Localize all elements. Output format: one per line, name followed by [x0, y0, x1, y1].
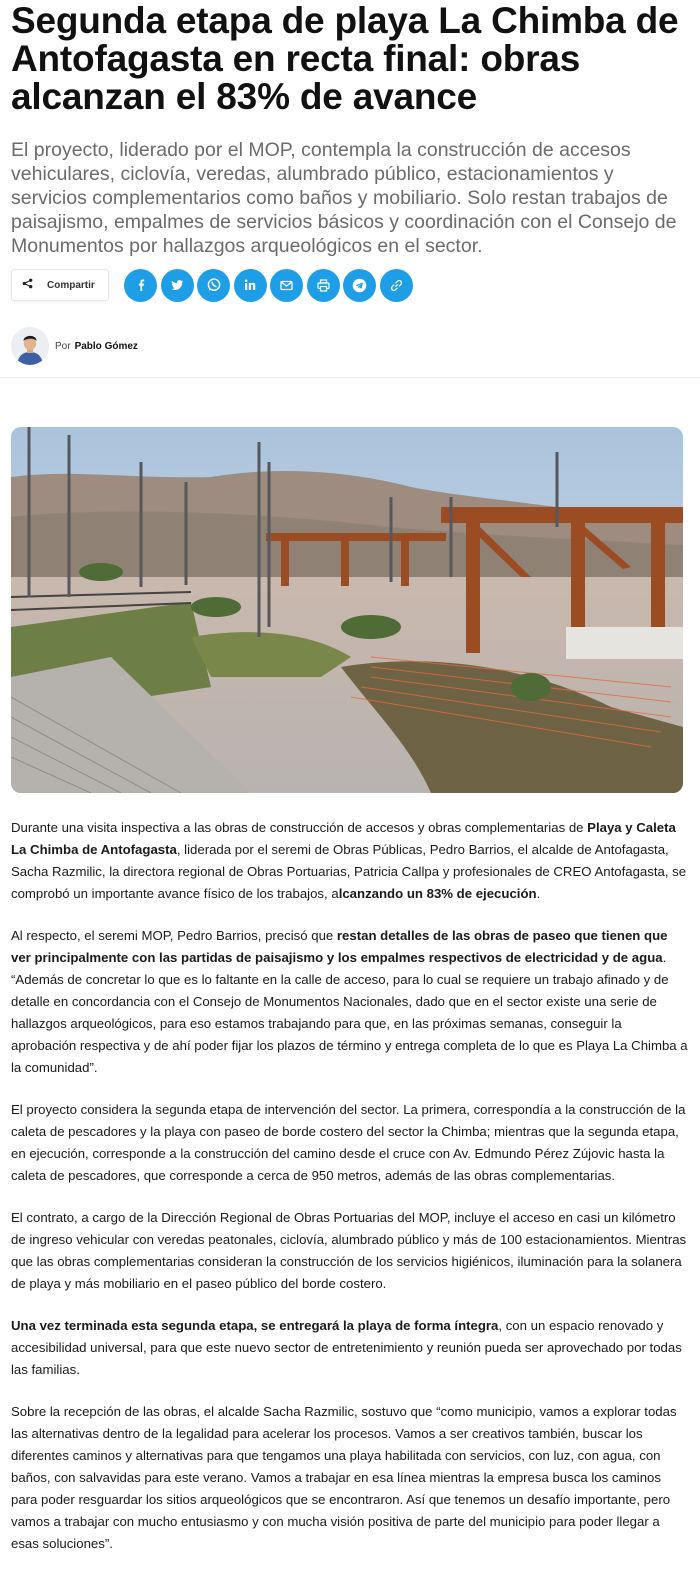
link-icon[interactable] — [380, 269, 413, 302]
text: Durante una visita inspectiva a las obras de construcción de accesos y obras complementarias de — [11, 820, 588, 835]
author-prefix: Por — [55, 340, 71, 352]
article-body — [11, 817, 689, 1555]
telegram-icon[interactable] — [343, 269, 376, 302]
text: , con un espacio renovado y accesibilidad universal, para que este nuevo sector de entretenimiento y reunión pueda ser aprovechado por todas las familias. — [11, 1318, 682, 1377]
email-icon[interactable] — [270, 269, 303, 302]
paragraph — [11, 925, 689, 1079]
bold-text: lcanzando un 83% de ejecución — [338, 886, 537, 901]
paragraph — [11, 817, 689, 905]
text: Al respecto, el seremi MOP, Pedro Barrios, precisó que — [11, 928, 337, 943]
bold-text: Playa y Caleta La Chimba de Antofagasta — [11, 820, 676, 857]
share-bar — [11, 268, 689, 302]
bold-text: restan detalles de las obras de paseo que tienen que ver principalmente con las partidas de paisajismo y los empalmes respectivos de electricidad y de agua — [11, 928, 668, 965]
hero-image — [11, 427, 683, 793]
paragraph: El contrato, a cargo de la Dirección Regional de Obras Portuarias del MOP, incluye el acceso en casi un kilómetro de ingreso vehicular con veredas peatonales, ciclovía, alumbrado público y más de 100 estacionamientos. Mientras que las obras complementarias consideran la construcción de los servicios higiénicos, iluminación para la solanera de playa y más mobiliario en el paseo público del borde costero. — [11, 1210, 687, 1291]
twitter-icon[interactable] — [161, 269, 194, 302]
author-name[interactable]: Pablo Gómez — [74, 340, 138, 352]
text: . — [536, 886, 541, 901]
article-title: Segunda etapa de playa La Chimba de Antofagasta en recta final: obras alcanzan el 83% de avance — [11, 0, 679, 117]
social-buttons — [124, 269, 416, 302]
text: , liderada por el seremi de Obras Públicas, Pedro Barrios, el alcalde de Antofagasta, Sacha Razmilic, la directora regional de Obras Portuarias, Patricia Callpa y profesionales de CREO Antofagasta, se comprobó un importante avance físico de los trabajos, a — [11, 842, 687, 901]
paragraph — [11, 1315, 689, 1381]
print-icon[interactable] — [307, 269, 340, 302]
author-byline — [11, 326, 689, 366]
bold-text: Una vez terminada esta segunda etapa, se entregará la playa de forma íntegra — [11, 1318, 499, 1333]
whatsapp-icon[interactable] — [197, 269, 230, 302]
share-button[interactable] — [11, 269, 109, 301]
avatar[interactable] — [11, 327, 49, 365]
facebook-icon[interactable] — [124, 269, 157, 302]
share-icon — [22, 276, 33, 294]
linkedin-icon[interactable] — [234, 269, 267, 302]
paragraph: Sobre la recepción de las obras, el alcalde Sacha Razmilic, sostuvo que “como municipio, vamos a explorar todas las alternativas dentro de la legalidad para acelerar los procesos. Vamos a ser creativos también, buscar los diferentes caminos y alternativas para que tengamos una playa habilitada con servicios, con luz, con agua, con baños, con salvavidas para este verano. Vamos a trabajar en esa línea mientras la empresa busca los caminos para poder resguardar los sitios arqueológicos que se encontraron. Así que tenemos un desafío importante, pero vamos a trabajar con mucho entusiasmo y con mucha visión positiva de parte del municipio para poder llegar a esas soluciones”. — [11, 1404, 677, 1551]
article-subtitle: El proyecto, liderado por el MOP, contempla la construcción de accesos vehiculares, ciclovía, veredas, alumbrado público, estacionamientos y servicios complementarios como baños y mobiliario. Solo restan trabajos de paisajismo, empalmes de servicios básicos y coordinación con el Consejo de Monumentos por hallazgos arqueológicos en el sector. — [11, 139, 677, 257]
paragraph: El proyecto considera la segunda etapa de intervención del sector. La primera, correspondía a la construcción de la caleta de pescadores y la playa con paseo de borde costero del sector la Chimba; mientras que la segunda etapa, en ejecución, corresponde a la construcción del camino desde el cruce con Av. Edmundo Pérez Zújovic hasta la caleta de pescadores, que corresponde a cerca de 950 metros, además de las obras complementarias. — [11, 1102, 686, 1183]
text: . “Además de concretar lo que es lo faltante en la calle de acceso, para lo cual se requiere un trabajo afinado y de detalle en concordancia con el Consejo de Monumentos Nacionales, dado que en el sector existe una serie de hallazgos arqueológicos, para eso estamos trabajando para que, en las próximas semanas, conseguir la aprobación respectiva y de ahí poder fijar los plazos de término y entrega completa de lo que es Playa La Chimba a la comunidad”. — [11, 950, 688, 1075]
share-label: Compartir — [47, 279, 95, 291]
divider — [0, 377, 700, 378]
